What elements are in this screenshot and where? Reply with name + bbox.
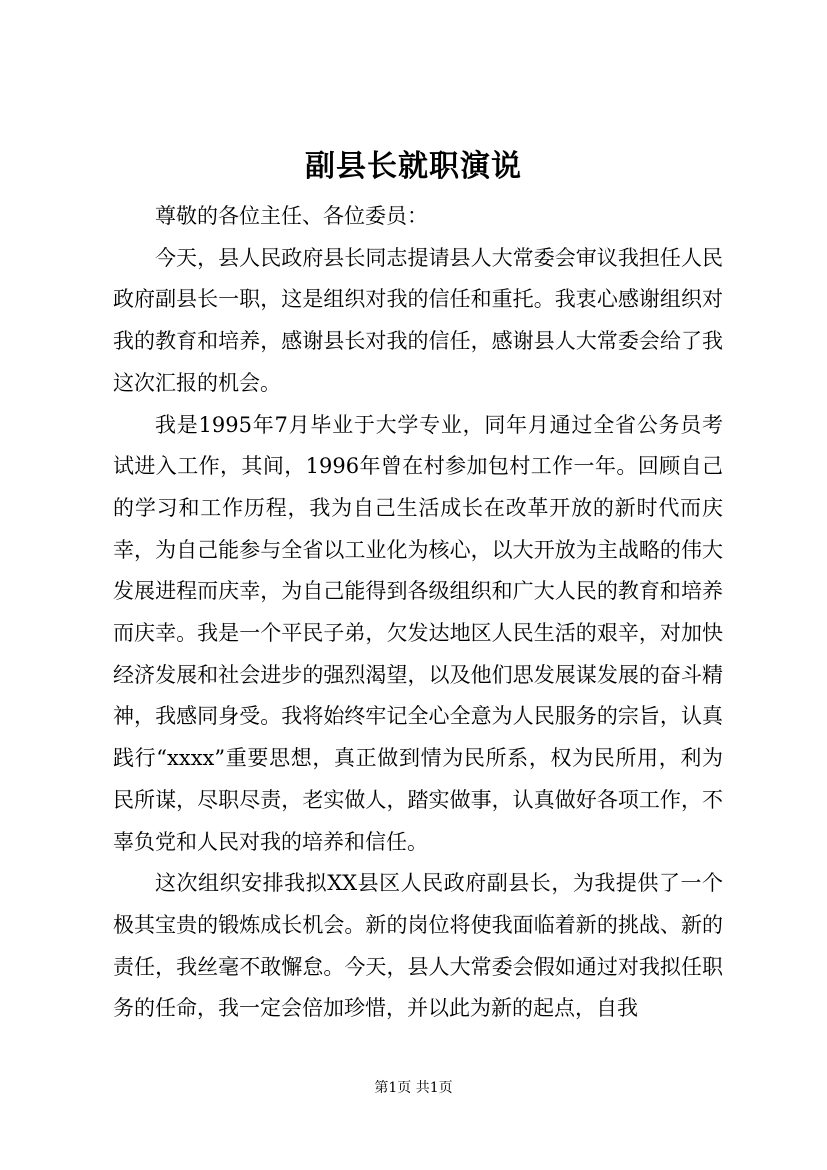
document-body — [113, 196, 723, 1030]
body-paragraph-1: 今天，县人民政府县长同志提请县人大常委会审议我担任人民政府副县长一职，这是组织对我的信任和重托。我衷心感谢组织对我的教育和培养，感谢县长对我的信任，感谢县人大常委会给了我这次汇报的机会。 — [113, 245, 723, 395]
document-title: 副县长就职演说 — [305, 149, 522, 184]
body-paragraph-2: 我是1995年7月毕业于大学专业，同年月通过全省公务员考试进入工作，其间，1996年曾在村参加包村工作一年。回顾自己的学习和工作历程，我为自己生活成长在改革开放的新时代而庆幸，为自己能参与全省以工业化为核心，以大开放为主战略的伟大发展进程而庆幸，为自己能得到各级组织和广大人民的教育和培养而庆幸。我是一个平民子弟，欠发达地区人民生活的艰辛，对加快经济发展和社会进步的强烈渴望，以及他们思发展谋发展的奋斗精神，我感同身受。我将始终牢记全心全意为人民服务的宗旨，认真践行“xxxx”重要思想，真正做到情为民所系，权为民所用，利为民所谋，尽职尽责，老实做人，踏实做事，认真做好各项工作，不辜负党和人民对我的培养和信任。 — [113, 412, 723, 854]
page-number-footer: 第1页 共1页 — [374, 1080, 453, 1096]
body-paragraph-3: 这次组织安排我拟XX县区人民政府副县长，为我提供了一个极其宝贵的锻炼成长机会。新的岗位将使我面临着新的挑战、新的责任，我丝毫不敢懈怠。今天，县人大常委会假如通过对我拟任职务的任命，我一定会倍加珍惜，并以此为新的起点，自我 — [113, 871, 723, 1021]
salutation-paragraph: 尊敬的各位主任、各位委员： — [155, 204, 428, 228]
